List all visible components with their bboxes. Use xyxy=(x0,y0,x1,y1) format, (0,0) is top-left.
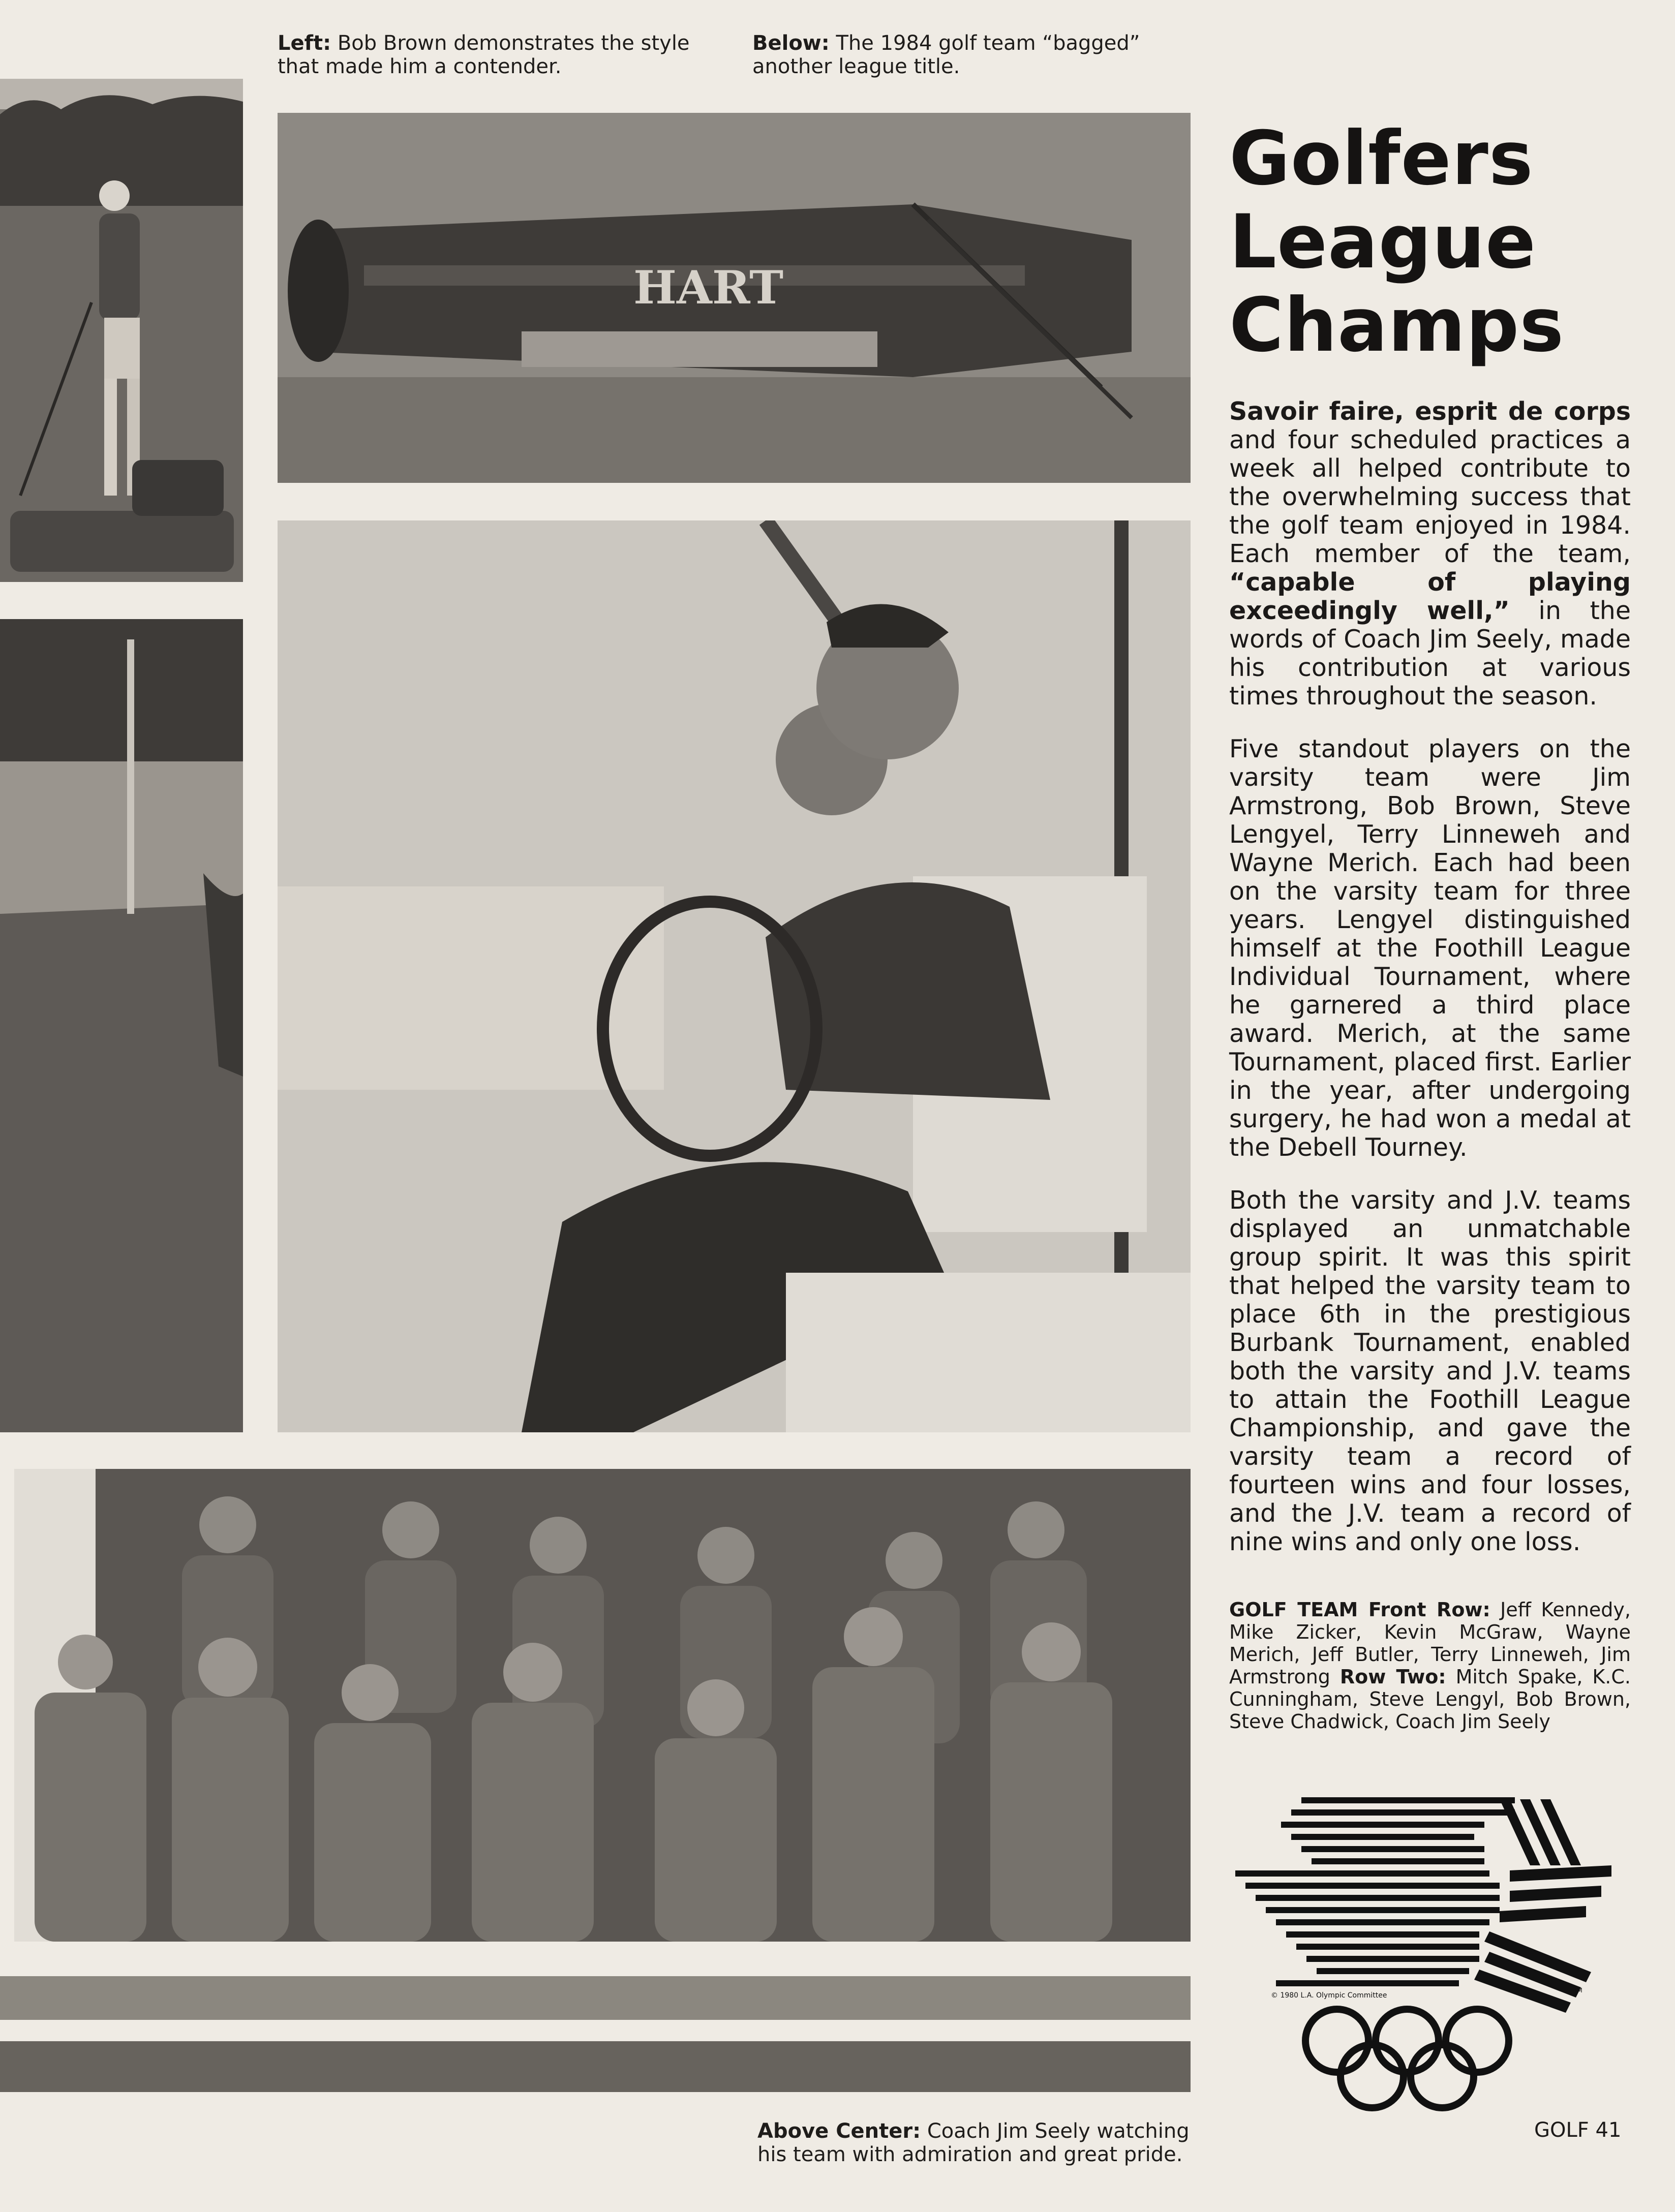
olympic-star-logo-icon xyxy=(1235,1789,1622,2114)
article-lead-in: Savoir faire, esprit de corps xyxy=(1229,397,1631,426)
title-line-2: League xyxy=(1229,199,1537,285)
olympic-rings-icon xyxy=(1305,2009,1509,2108)
caption-above-center-text: Coach Jim Seely watching his team with admiration and great pride. xyxy=(757,2119,1190,2166)
photo-coach-cart-image xyxy=(278,520,1191,1432)
article-p1-part-b: in the words of Coach Jim Seely, made his contribution at various times throughout the season. xyxy=(1229,596,1631,711)
team-roster xyxy=(1229,1599,1631,1733)
photo-golfer-swing xyxy=(0,79,243,582)
photo-golf-bag-image xyxy=(278,113,1191,483)
page-title xyxy=(1229,117,1564,367)
page-folio: GOLF 41 xyxy=(1534,2118,1622,2142)
article-paragraph-1 xyxy=(1229,397,1631,711)
olympic-logo xyxy=(1235,1789,1622,2114)
photo-golf-team-image xyxy=(14,1469,1191,1942)
bag-lettering: HART xyxy=(633,261,784,315)
photo-golf-team xyxy=(14,1469,1191,1942)
roster-row-two: Mitch Spake, K.C. Cunningham, Steve Lengyl, Bob Brown, Steve Chadwick, Coach Jim Seely xyxy=(1229,1666,1631,1733)
caption-below xyxy=(752,32,1190,78)
article-paragraph-3: Both the varsity and J.V. teams displayed an unmatchable group spirit. It was this spirit that helped the varsity team to place 6th in the prestigious Burbank Tournament, enabled both the varsity and J.V. teams to attain the Foothill League Championship, and gave the varsity team a record of fourteen wins and four losses, and the J.V. team a record of nine wins and only one loss. xyxy=(1229,1186,1631,1556)
article-pull-quote: “capable of playing exceedingly well,” xyxy=(1229,568,1631,625)
title-line-3: Champs xyxy=(1229,282,1565,368)
photo-golfer-swing-image xyxy=(0,79,243,582)
logo-copyright: © 1980 L.A. Olympic Committee xyxy=(1271,1991,1387,2000)
title-line-1: Golfers xyxy=(1229,115,1534,202)
roster-front-row: Jeff Kennedy, Mike Zicker, Kevin McGraw, Wayne Merich, Jeff Butler, Terry Linneweh, Jim Armstrong xyxy=(1229,1599,1631,1688)
article-paragraph-2: Five standout players on the varsity team were Jim Armstrong, Bob Brown, Steve Lengyel, Terry Linneweh and Wayne Merich. Each had been on the varsity team for three years. Lengyel distinguished himself at the Foothill League Individual Tournament, where he garnered a third place award. Merich, at the same Tournament, placed first. Earlier in the year, after undergoing surgery, he had won a medal at the Debell Tourney. xyxy=(1229,734,1631,1162)
caption-below-text: The 1984 golf team “bagged” another league title. xyxy=(752,32,1140,78)
caption-below-label: Below: xyxy=(752,32,830,55)
roster-label-front-row: GOLF TEAM Front Row: xyxy=(1229,1599,1490,1621)
caption-left-text: Bob Brown demonstrates the style that made him a contender. xyxy=(278,32,690,78)
photo-golf-course xyxy=(0,619,243,1432)
decorative-stripe-upper xyxy=(0,1976,1191,2020)
decorative-stripe-lower xyxy=(0,2041,1191,2092)
photo-coach-cart xyxy=(278,520,1191,1432)
article-p1-part-a: and four scheduled practices a week all helped contribute to the overwhelming success that the golf team enjoyed in 1984. Each member of the team, xyxy=(1229,425,1631,568)
caption-above-center-label: Above Center: xyxy=(757,2119,921,2143)
caption-left-label: Left: xyxy=(278,32,331,55)
logo-trademark: TM xyxy=(1573,1987,1582,1994)
photo-golf-course-image xyxy=(0,619,243,1432)
caption-left xyxy=(278,32,715,78)
roster-label-row-two: Row Two: xyxy=(1339,1666,1446,1688)
caption-above-center xyxy=(757,2119,1195,2166)
photo-golf-bag xyxy=(278,113,1191,483)
